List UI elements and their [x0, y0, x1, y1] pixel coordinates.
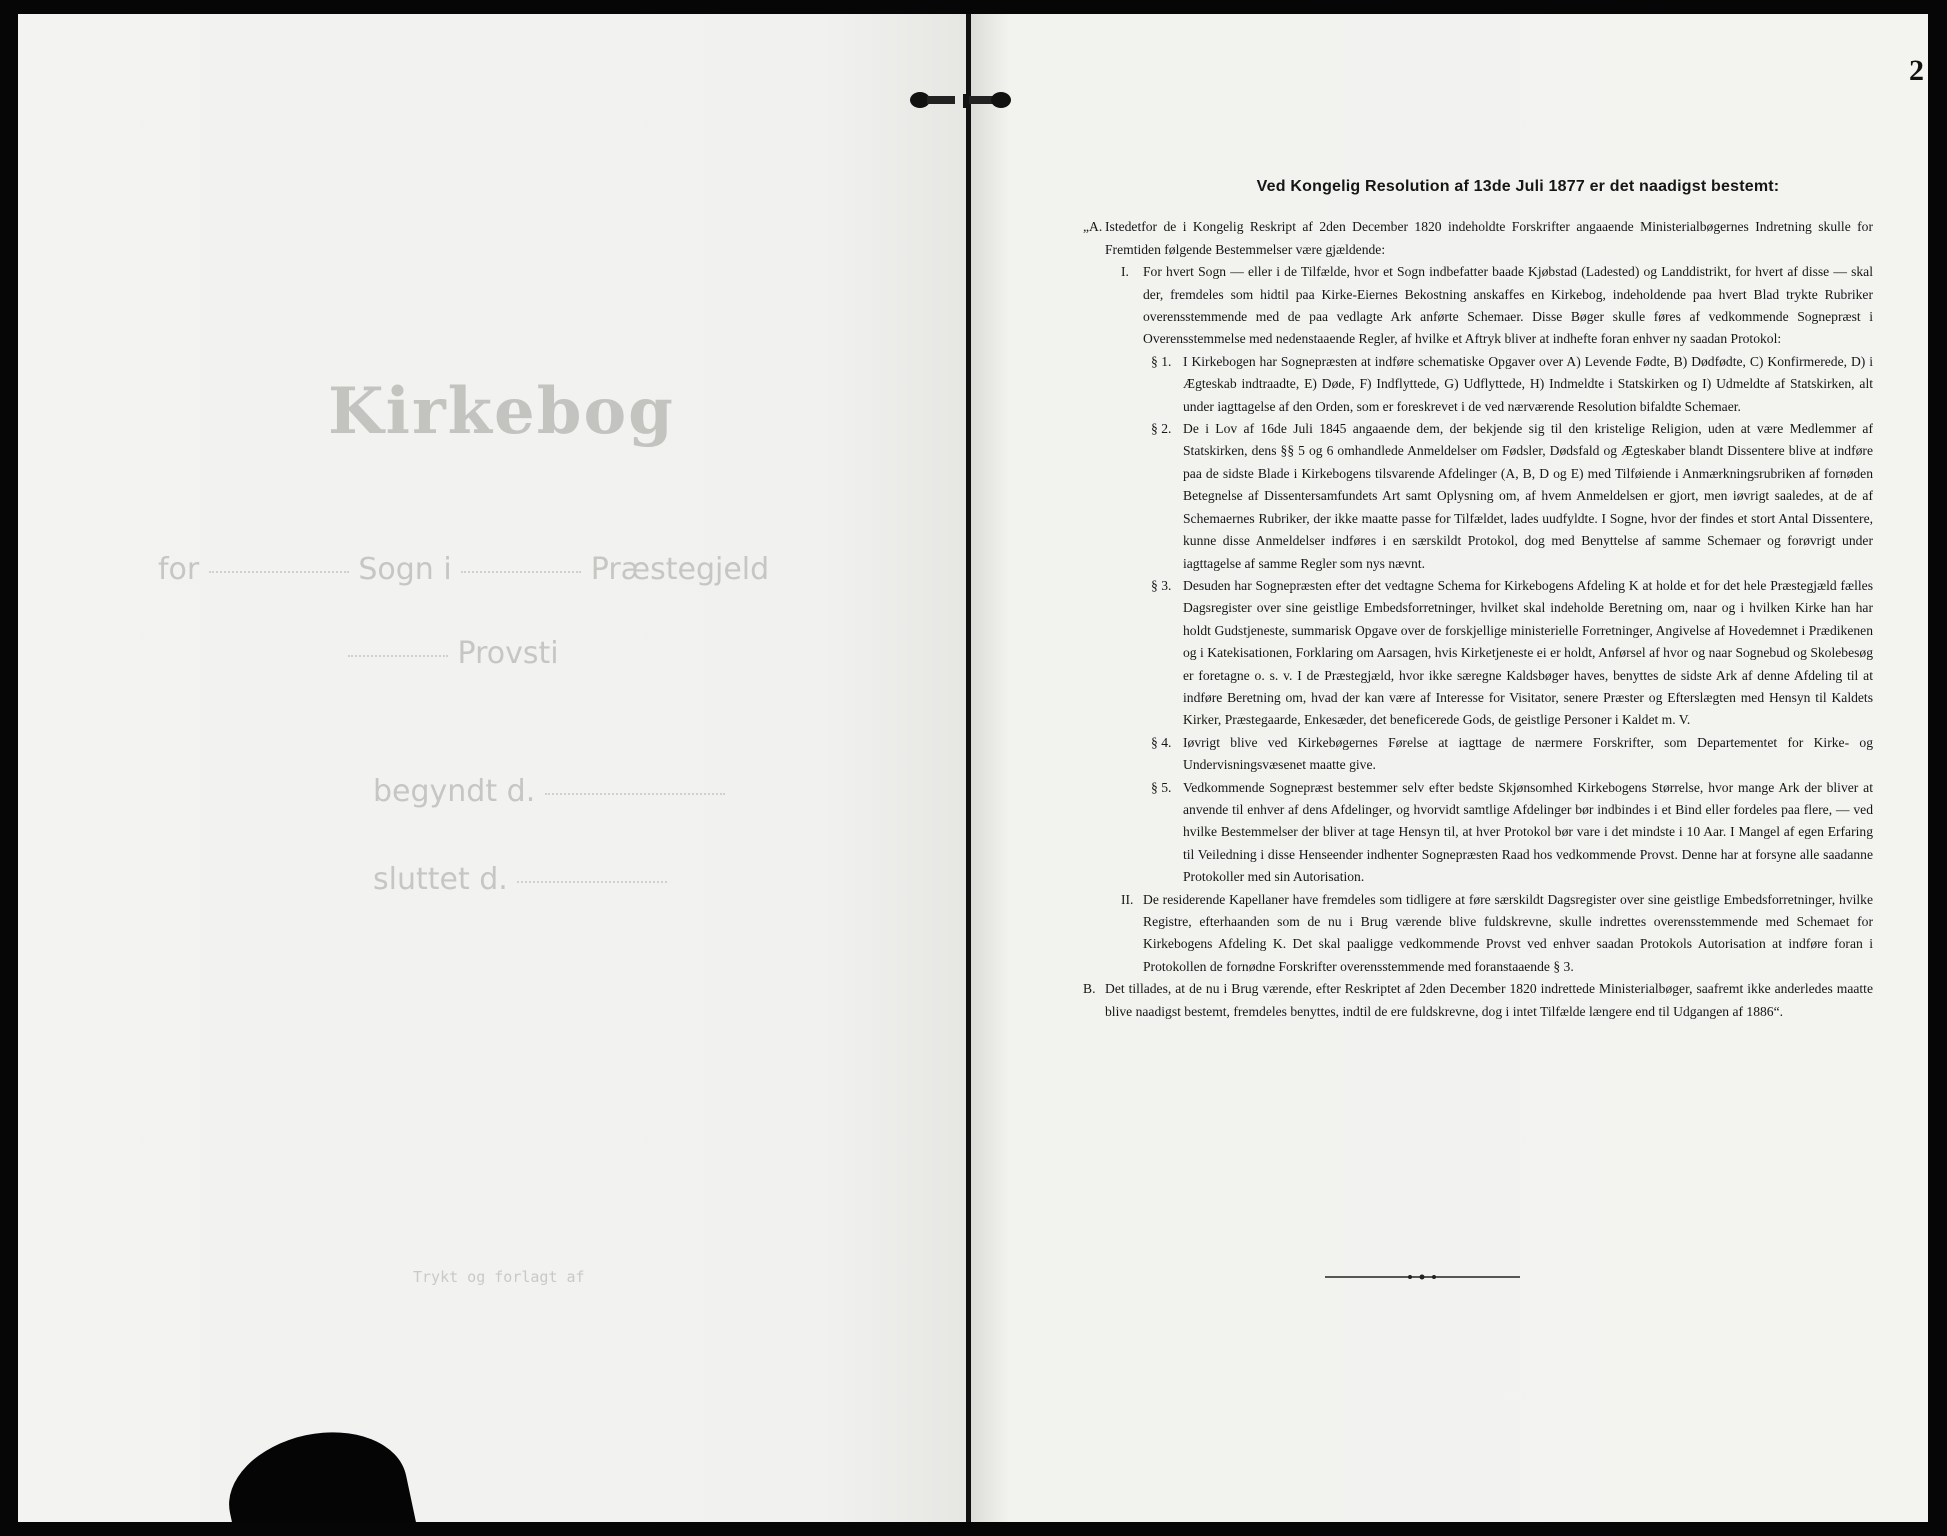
left-line-1-mid: Sogn i: [358, 552, 452, 587]
left-page: [18, 14, 969, 1522]
paragraph-section-2: [1083, 418, 1873, 575]
paragraph-section-4: [1083, 732, 1873, 777]
handwriting-mark: [461, 571, 581, 573]
left-line-4-prefix: sluttet d.: [373, 862, 508, 897]
paragraph-A: [1083, 216, 1873, 261]
paragraph-marker: B.: [1083, 981, 1096, 997]
binding-clip-ornament: [905, 88, 1015, 112]
handwriting-mark: [209, 571, 349, 573]
paragraph-text: De residerende Kapellaner have fremdeles som tidligere at føre særskildt Dagsregister over sine geistlige Embedsforretninger, hvilke Registre, efterhaanden som de nu i Brug værende blive fuldskrevne, skulle indrettes overensstemmende med Schemaet for Kirkebogens Afdeling K. Det skal paaligge vedkommende Provst ved enhver saadan Protokols Autorisation at indføre foran i Protokollen de fornødne Forskrifter overensstemmende med foranstaaende § 3.: [1143, 891, 1873, 974]
paragraph-B: [1083, 978, 1873, 1023]
paragraph-text: I Kirkebogen har Sognepræsten at indføre schematiske Opgaver over A) Levende Fødte, B) Dødfødte, C) Konfirmerede, D) i Ægteskab indtraadte, E) Døde, F) Indflyttede, G) Udflyttede, H) Indmeldte i Statskirken og I) Udmeldte af Statskirken, alt under iagttagelse af den Orden, som er foreskrevet i de ved nærværende Resolution bifaldte Schemaer.: [1183, 353, 1873, 414]
resolution-text: [1083, 176, 1873, 1023]
paragraph-text: De i Lov af 16de Juli 1845 angaaende dem, der bekjende sig til den kristelige Religion, uden at være Medlemmer af Statskirken, dens §§ 5 og 6 omhandlede Anmeldelser om Fødsler, Dødsfald og Ægteskaber blandt Dissentere blive at indføre paa de sidste Blade i Kirkebogens tilsvarende Afdelinger (A, B, D og E) med Tilføiende i Anmærkningsrubriken af fornøden Betegnelse af Dissentersamfundets Art samt Oplysning om, af hvem Anmeldelsen er gjort, men iøvrigt saaledes, at de af Schemaernes Rubriker, der ikke maatte passe for Tilfældet, lades uudfyldte. I Sogne, hvor der findes et stort Antal Dissentere, kunne disse Anmeldelser indføres i en særskildt Protokol, dog med Benyttelse af samme Schemaer og forøvrigt under iagttagelse af samme Regler som nys nævnt.: [1183, 421, 1873, 571]
paragraph-marker: „A.: [1083, 219, 1103, 235]
paragraph-text: Vedkommende Sognepræst bestemmer selv efter bedste Skjønsomhed Kirkebogens Størrelse, hvor mange Ark der bliver at anvende til enhver af dens Afdelinger, og hvorvidt samtlige Afdelinger bør indbindes i et Bind eller fordeles paa flere, — ved hvilke Bestemmelser der bliver at tage Hensyn til, at hver Protokol bør vare i det mindste i 10 Aar. I Mangel af egen Erfaring til Veiledning i disse Henseender indhenter Sognepræsten Raad hos vedkommende Provst. Denne har at forsyne alle saadanne Protokoller med sin Autorisation.: [1183, 779, 1873, 885]
paragraph-section-1: [1083, 351, 1873, 418]
paragraph-marker: I.: [1121, 264, 1129, 280]
thumb-shadow: [217, 1417, 418, 1522]
paragraph-text: Det tillades, at de nu i Brug værende, efter Reskriptet af 2den December 1820 indrettede Ministerialbøger, saafremt ikke anderledes maatte blive naadigst bestemt, fremdeles benyttes, indtil de ere fuldskrevne, dog i intet Tilfælde længere end til Udgangen af 1886“.: [1105, 981, 1873, 1019]
paragraph-marker: II.: [1121, 891, 1134, 907]
handwriting-mark: [348, 655, 448, 657]
paragraph-text: Istedetfor de i Kongelig Reskript af 2den December 1820 indeholdte Forskrifter angaaende Ministerialbøgernes Indretning skulle for Fremtiden følgende Bestemmelser være gjældende:: [1105, 219, 1873, 257]
page-number: 2: [1909, 54, 1924, 87]
paragraph-text: Desuden har Sognepræsten efter det vedtagne Schema for Kirkebogens Afdeling K at holde et for det hele Præstegjæld fælles Dagsregister over sine geistlige Embedsforretninger, hvilket skal indeholde Beretning om, naar og i hvilken Kirke han har holdt Gudstjeneste, summarisk Opgave over de forskjellige ministerielle Forretninger, Angivelse af Hovedemnet i Prædikenen og i Katekisationen, Forklaring om Aarsagen, hvis Kirketjeneste ei er holdt, Anførsel af hvor og naar Sognebud og Skolebesøg er foretagne o. s. v. I de Præstegjæld, hvor ikke særegne Kaldsbøger haves, benyttes de sidste Ark af denne Afdeling til at indføre Beretning om, hvad der kan være af Interesse for Visitator, senere Præster og Efterslægten med Hensyn til Kaldets Kirker, Præstegaarde, Enkesæder, det beneficerede Gods, de geistlige Personer i Kaldet m. V.: [1183, 577, 1873, 728]
handwriting-mark: [545, 793, 725, 795]
paragraph-marker: § 2.: [1151, 421, 1172, 437]
left-line-2: [348, 636, 559, 671]
left-line-3: [373, 774, 725, 809]
left-line-2-suffix: Provsti: [457, 636, 559, 671]
paragraph-section-5: [1083, 777, 1873, 889]
closing-rule-ornament: [1325, 1272, 1520, 1282]
paragraph-text: Iøvrigt blive ved Kirkebøgernes Førelse at iagttage de nærmere Forskrifter, som Departementet for Kirke- og Undervisningsvæsenet maatte give.: [1183, 734, 1873, 773]
paragraph-marker: § 3.: [1151, 577, 1172, 593]
paragraph-II: [1083, 889, 1873, 979]
left-line-3-prefix: begyndt d.: [373, 774, 536, 809]
paragraph-text: For hvert Sogn — eller i de Tilfælde, hvor et Sogn indbefatter baade Kjøbstad (Ladested) og Landdistrikt, for hvert af disse — skal der, fremdeles som hidtil paa Kirke-Eiernes Bekostning anskaffes en Kirkebog, indeholdende paa hvert Blad trykte Rubriker overensstemmende med de paa vedlagte Ark anførte Schemaer. Disse Bøger skulle føres af vedkommende Sognepræst i Overensstemmelse med nedenstaaende Regler, af hvilke et Aftryk bliver at indhefte foran enhver ny saadan Protokol:: [1143, 264, 1873, 347]
left-line-1: [158, 552, 769, 587]
paragraph-section-3: [1083, 575, 1873, 732]
left-page-title: Kirkebog: [328, 374, 675, 449]
resolution-heading: Ved Kongelig Resolution af 13de Juli 1877 er det naadigst bestemt:: [1256, 178, 1780, 195]
left-line-1-suffix: Præstegjeld: [590, 552, 770, 587]
handwriting-mark: [517, 881, 667, 883]
paragraph-marker: § 4.: [1151, 734, 1172, 750]
paragraph-marker: § 5.: [1151, 779, 1172, 795]
paragraph-marker: § 1.: [1151, 353, 1172, 369]
paragraph-I: [1083, 261, 1873, 351]
left-imprint: Trykt og forlagt af: [413, 1268, 585, 1286]
left-line-4: [373, 862, 667, 897]
left-line-1-prefix: for: [158, 552, 200, 587]
